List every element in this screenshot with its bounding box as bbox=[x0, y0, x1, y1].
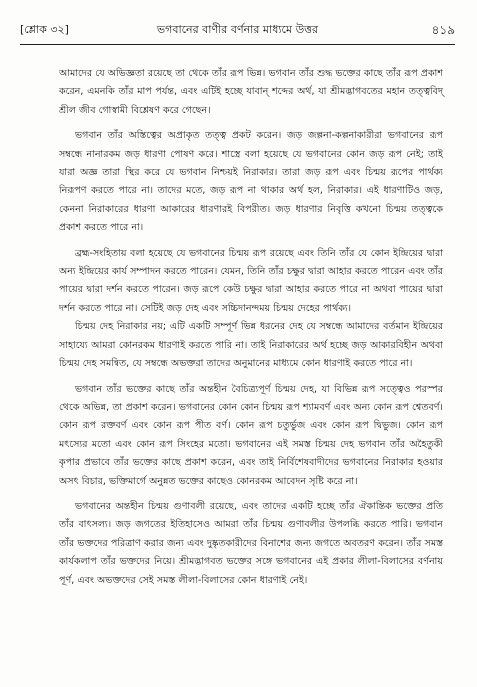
running-head bbox=[20, 21, 455, 39]
paragraph-6: ভগবানের অন্তহীন চিন্ময় গুণাবলী রয়েছে, এবং তাদের একটি হচ্ছে তাঁর ঐকান্তিক ভক্তের প্রতি তাঁর বাৎসল্য। জড় জগতের ইতিহাসেও আমরা তাঁর চিন্ময় গুণাবলীর উপলব্ধি করতে পারি। ভগবান তাঁর ভক্তদের পরিত্রাণ করার জন্য এবং দুষ্কৃতকারীদের বিনাশের জন্য জগতে অবতরণ করেন। তাঁর সমস্ত কার্যকলাপ তাঁর ভক্তদের নিয়ে। শ্রীমদ্ভাগবত ভক্তের সঙ্গে ভগবানের এই প্রকার লীলা-বিলাসের বর্ণনায় পূর্ণ, এবং অভক্তদের সেই সমস্ত লীলা-বিলাসের কোন ধারণাই নেই। bbox=[59, 500, 443, 586]
paragraph-1: আমাদের যে অভিজ্ঞতা রয়েছে তা থেকে তাঁর রূপ ভিন্ন। ভগবান তাঁর শুদ্ধ ভক্তের কাছে তাঁর রূপ প্রকাশ করেন, এমনকি তাঁর মাপ পর্যন্ত, এবং এটিই হচ্ছে যাবান্ শব্দের অর্থ, যা শ্রীমদ্ভাগবতের মহান তত্ত্ববিদ্ শ্রীল জীব গোস্বামী বিশ্লেষণ করে গেছেন। bbox=[59, 68, 443, 116]
page-number: ৪১৯ bbox=[431, 23, 455, 37]
header-divider bbox=[20, 44, 455, 45]
purport-text bbox=[59, 65, 443, 597]
paragraph-2: ভগবান তাঁর অস্তিত্বের অপ্রাকৃত তত্ত্ব প্রকট করেন। জড় জল্পনা-কল্পনাকারীরা ভগবানের রূপ সম্বন্ধে নানারকম জড় ধারণা পোষণ করে। শাস্ত্রে বলা হয়েছে যে ভগবানের কোন জড় রূপ নেই; তাই যারা অজ্ঞ তারা স্থির করে যে ভগবান নিশ্চয়ই নিরাকার। তারা জড় রূপ এবং চিন্ময় রূপের পার্থক্য নিরূপণ করতে পারে না। তাদের মতে, জড় রূপ না থাকার অর্থ হল, নিরাকার। এই ধারণাটিও জড়, কেননা নিরাকারের ধারণা আকারের ধারণারই বিপরীত। জড় ধারণার নিবৃত্তি কখনো চিন্ময় তত্ত্বকে প্রকাশ করতে পারে না। bbox=[59, 130, 443, 234]
verse-reference: [শ্লোক ৩২] bbox=[20, 23, 69, 36]
chapter-title: ভগবানের বাণীর বর্ণনার মাধ্যমে উত্তর bbox=[156, 23, 319, 36]
paragraph-3: ব্রহ্ম-সংহিতায় বলা হয়েছে যে ভগবানের চিন্ময় রূপ রয়েছে এবং তিনি তাঁর যে কোন ইন্দ্রিয়ের দ্বারা অন্য ইন্দ্রিয়ের কার্য সম্পাদন করতে পারেন। যেমন, তিনি তাঁর চক্ষুর দ্বারা আহার করতে পারেন এবং তাঁর পায়ের দ্বারা দর্শন করতে পারেন। জড় রূপে কেউ চক্ষুর দ্বারা আহার করতে পারে না অথবা পায়ের দ্বারা দর্শন করতে পারে না। সেটিই জড় দেহ এবং সচ্চিদানন্দময় চিন্ময় দেহের পার্থক্য। bbox=[59, 247, 443, 314]
paragraph-5: ভগবান তাঁর ভক্তের কাছে তাঁর অন্তহীন বৈচিত্র্যপূর্ণ চিন্ময় দেহ, যা বিভিন্ন রূপ সত্ত্বেও পরস্পর থেকে অভিন্ন, তা প্রকাশ করেন। ভগবানের কোন কোন চিন্ময় রূপ শ্যামবর্ণ এবং অন্য কোন রূপ শ্বেতবর্ণ। কোন রূপ রক্তবর্ণ এবং কোন রূপ পীত বর্ণ। কোন রূপ চতুর্ভুজ এবং কোন রূপ দ্বিভুজ। কোন রূপ মৎস্যের মতো এবং কোন রূপ সিংহের মতো। ভগবানের এই সমস্ত চিন্ময় দেহ ভগবান তাঁর অহৈতুকী কৃপার প্রভাবে তাঁর ভক্তের কাছে প্রকাশ করেন, এবং তাই নির্বিশেষবাদীদের ভগবানের নিরাকার হওয়ার অসৎ বিচার, ভক্তিমার্গে অনুন্নত ভক্তের কাছেও কোনরকম আবেদন সৃষ্টি করে না। bbox=[59, 383, 443, 487]
paragraph-4: চিন্ময় দেহ নিরাকার নয়; এটি একটি সম্পূর্ণ ভিন্ন ধরনের দেহ যে সম্বন্ধে আমাদের বর্তমান ইন্দ্রিয়ের সাহায্যে আমরা কোনরকম ধারণাই করতে পারি না। তাই নিরাকারের অর্থ হচ্ছে জড় আকারবিহীন অথবা চিন্ময় দেহ সমন্বিত, যে সম্বন্ধে অভক্তরা তাদের অনুমানের মাধ্যমে কোন ধারণাই করতে পারে না। bbox=[59, 321, 443, 370]
